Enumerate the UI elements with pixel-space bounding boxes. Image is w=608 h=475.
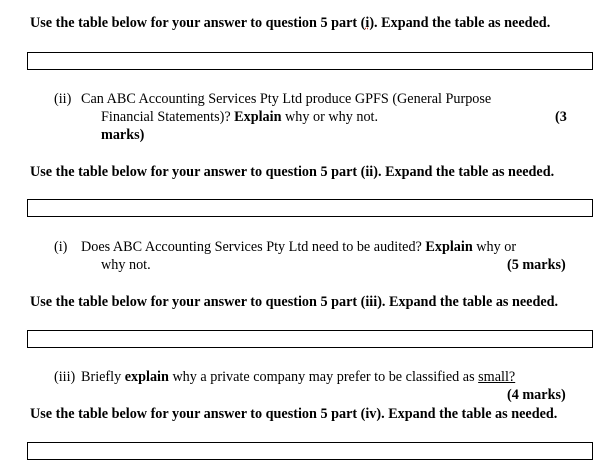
question-text: why or why not. xyxy=(281,109,379,125)
question-line-2: why not. xyxy=(101,257,151,273)
part-label: i xyxy=(365,15,370,31)
marks-label: (5 marks) xyxy=(507,257,566,273)
question-text: Briefly xyxy=(81,369,125,385)
answer-table-part-iii[interactable] xyxy=(27,330,593,348)
instruction-text: Use the table below for your answer to question 5 part ( xyxy=(30,15,366,31)
question-text-bold: Explain xyxy=(234,109,282,125)
answer-table-part-ii[interactable] xyxy=(27,199,593,217)
marks-label: (4 marks) xyxy=(507,387,566,403)
marks-label: (3 xyxy=(555,109,567,125)
question-text-bold: Explain xyxy=(425,239,473,255)
question-line-2 xyxy=(101,108,378,126)
question-number: (i) xyxy=(54,239,68,255)
question-number: (ii) xyxy=(54,91,72,107)
question-text: Does ABC Accounting Services Pty Ltd need to be audited? xyxy=(81,239,426,255)
answer-table-part-i[interactable] xyxy=(27,52,593,70)
question-line-1: Can ABC Accounting Services Pty Ltd produce GPFS (General Purpose xyxy=(81,91,492,107)
instruction-part-i xyxy=(30,14,580,32)
question-ii xyxy=(54,90,594,144)
instruction-part-iii: Use the table below for your answer to question 5 part (iii). Expand the table as needed. xyxy=(30,294,559,310)
question-line-1 xyxy=(81,238,516,256)
instruction-part-iv: Use the table below for your answer to question 5 part (iv). Expand the table as needed. xyxy=(30,406,558,422)
question-line-1 xyxy=(81,368,515,386)
question-text-underlined: small? xyxy=(478,369,516,385)
question-i xyxy=(54,238,584,274)
question-text: why or xyxy=(472,239,517,255)
question-iii xyxy=(54,368,584,404)
question-text: why a private company may prefer to be classified as xyxy=(168,369,479,385)
marks-label-cont: marks) xyxy=(101,127,145,143)
instruction-part-ii: Use the table below for your answer to question 5 part (ii). Expand the table as needed. xyxy=(30,164,555,180)
question-text-bold: explain xyxy=(124,369,169,385)
instruction-text: ). Expand the table as needed. xyxy=(369,15,551,31)
question-text: Financial Statements)? xyxy=(101,109,235,125)
question-number: (iii) xyxy=(54,369,76,385)
answer-table-part-iv[interactable] xyxy=(27,442,593,460)
